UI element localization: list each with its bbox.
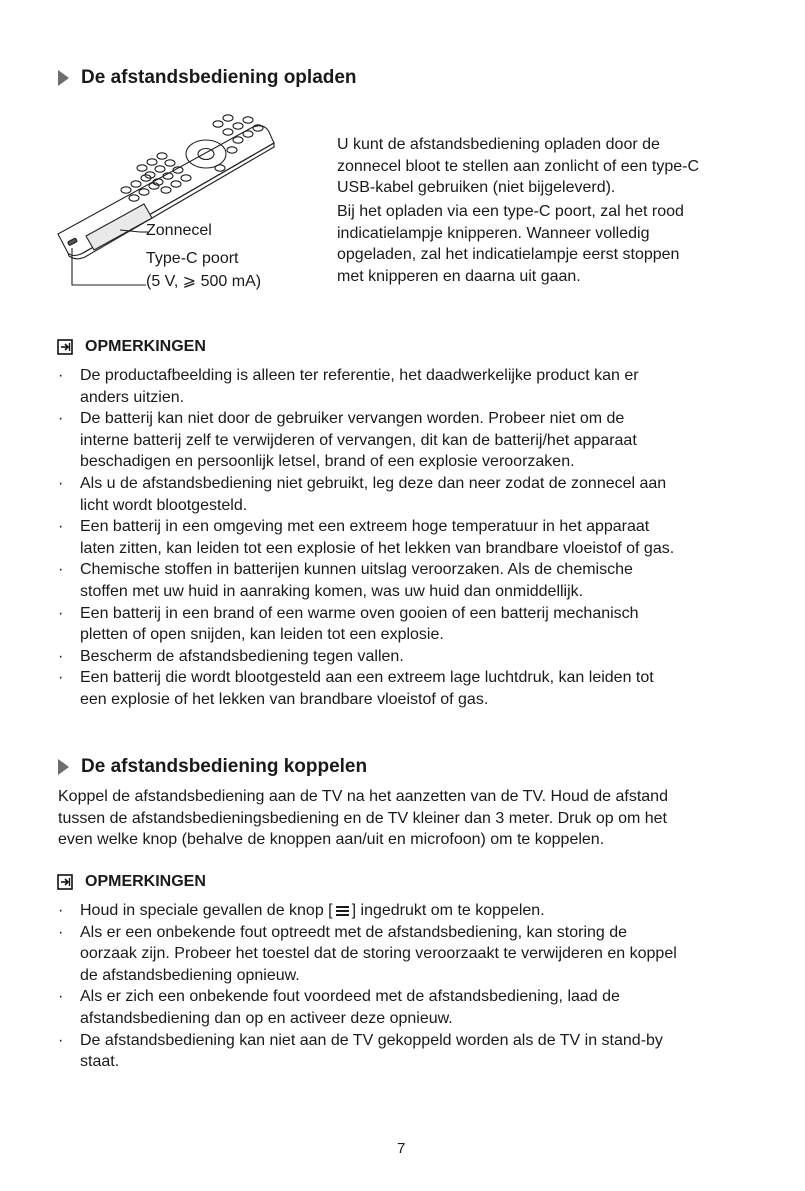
bullet: ·	[58, 902, 64, 919]
notes-list-2	[56, 900, 677, 1073]
type-c-port-label: Type-C poort	[146, 250, 239, 267]
text-line: zonnecel bloot te stellen aan zonlicht of een type-C	[337, 157, 700, 175]
bullet: ·	[58, 923, 64, 941]
list-item: · De productafbeelding is alleen ter referentie, het daadwerkelijke product kan er anders uitzien.	[58, 367, 639, 406]
text-line: opgeladen, zal het indicatielampje eerst stoppen	[337, 246, 680, 263]
triangle-right-icon	[58, 70, 69, 86]
notes-heading-2	[57, 873, 206, 891]
text-line: tussen de afstandsbedieningsbediening en de TV kleiner dan 3 meter. Druk op om het	[58, 809, 667, 827]
text-line: Bij het opladen via een type-C poort, zal het rood	[337, 203, 684, 220]
triangle-right-icon	[58, 759, 69, 775]
text-line: indicatielampje knipperen. Wanneer volledig	[337, 224, 650, 242]
list-item: · De batterij kan niet door de gebruiker vervangen worden. Probeer niet om de interne batterij zelf te verwijderen of vervangen, dit kan de batterij/het apparaat beschadigen en persoonlijk letsel, brand of een explosie veroorzaken.	[58, 410, 637, 471]
list-item: · Houd in speciale gevallen de knop [ ] ingedrukt om te koppelen.	[56, 900, 677, 922]
list-item: · Een batterij in een omgeving met een extreem hoge temperatuur in het apparaat laten zitten, kan leiden tot een explosie of het lekken van brandbare vloeistof of gas.	[58, 518, 675, 557]
bullet: ·	[58, 604, 64, 622]
pairing-title-text: De afstandsbediening koppelen	[81, 756, 368, 777]
notes-heading-text: OPMERKINGEN	[85, 338, 206, 355]
charging-paragraph-1	[337, 134, 699, 199]
notes-heading-text: OPMERKINGEN	[85, 873, 206, 890]
charging-title-text: De afstandsbediening opladen	[81, 67, 357, 88]
list-item: · De afstandsbediening kan niet aan de TV gekoppeld worden als de TV in stand-by staat.	[58, 1031, 663, 1071]
notes-list-1	[56, 365, 674, 711]
list-item: · Als er zich een onbekende fout voordeed met de afstandsbediening, laad de afstandsbediening dan op en activeer deze opnieuw.	[58, 988, 620, 1027]
text-line: Koppel de afstandsbediening aan de TV na het aanzetten van de TV. Houd de afstand	[58, 788, 668, 805]
bullet: ·	[58, 1031, 64, 1049]
menu-icon	[336, 904, 349, 918]
note-arrow-icon	[57, 339, 73, 355]
bullet: ·	[58, 988, 64, 1006]
pairing-section-title	[58, 756, 367, 778]
text-line: USB-kabel gebruiken (niet bijgeleverd).	[337, 179, 616, 196]
list-item: · Bescherm de afstandsbediening tegen vallen.	[56, 646, 674, 668]
list-item: · Chemische stoffen in batterijen kunnen uitslag veroorzaken. Als de chemische stoffen met uw huid in aanraking komen, was uw huid dan onmiddellijk.	[58, 561, 633, 600]
bullet: ·	[58, 518, 64, 536]
page-number: 7	[397, 1140, 406, 1157]
charging-paragraph-2	[337, 201, 684, 287]
bullet: ·	[58, 410, 64, 428]
bullet: ·	[58, 561, 64, 579]
bullet: ·	[58, 474, 64, 492]
note-arrow-icon	[57, 874, 73, 890]
bullet: ·	[58, 367, 64, 384]
text-line: U kunt de afstandsbediening opladen door de	[337, 136, 660, 153]
list-item: · Als u de afstandsbediening niet gebruikt, leg deze dan neer zodat de zonnecel aan licht wordt blootgesteld.	[58, 474, 667, 514]
list-item: · Een batterij in een brand of een warme oven gooien of een batterij mechanisch pletten of open snijden, kan leiden tot een explosie.	[58, 604, 639, 644]
text-line: even welke knop (behalve de knoppen aan/uit en microfoon) om te koppelen.	[58, 831, 605, 848]
solar-cell-label: Zonnecel	[146, 222, 212, 239]
text-line: met knipperen en daarna uit gaan.	[337, 267, 581, 285]
list-item: · Als er een onbekende fout optreedt met de afstandsbediening, kan storing de oorzaak zijn. Probeer het toestel dat de storing veroorzaakt te verwijderen en koppel de afstandsbediening opnieuw.	[58, 923, 677, 984]
type-c-spec-label: (5 V, ⩾ 500 mA)	[146, 273, 262, 290]
list-item: · Een batterij die wordt blootgesteld aan een extreem lage luchtdruk, kan leiden tot een explosie of het lekken van brandbare vloeistof of gas.	[58, 669, 654, 708]
pairing-paragraph	[58, 786, 668, 851]
bullet: ·	[58, 669, 64, 687]
notes-heading-1	[57, 338, 206, 356]
bullet: ·	[58, 647, 64, 665]
charging-section-title	[58, 67, 357, 89]
